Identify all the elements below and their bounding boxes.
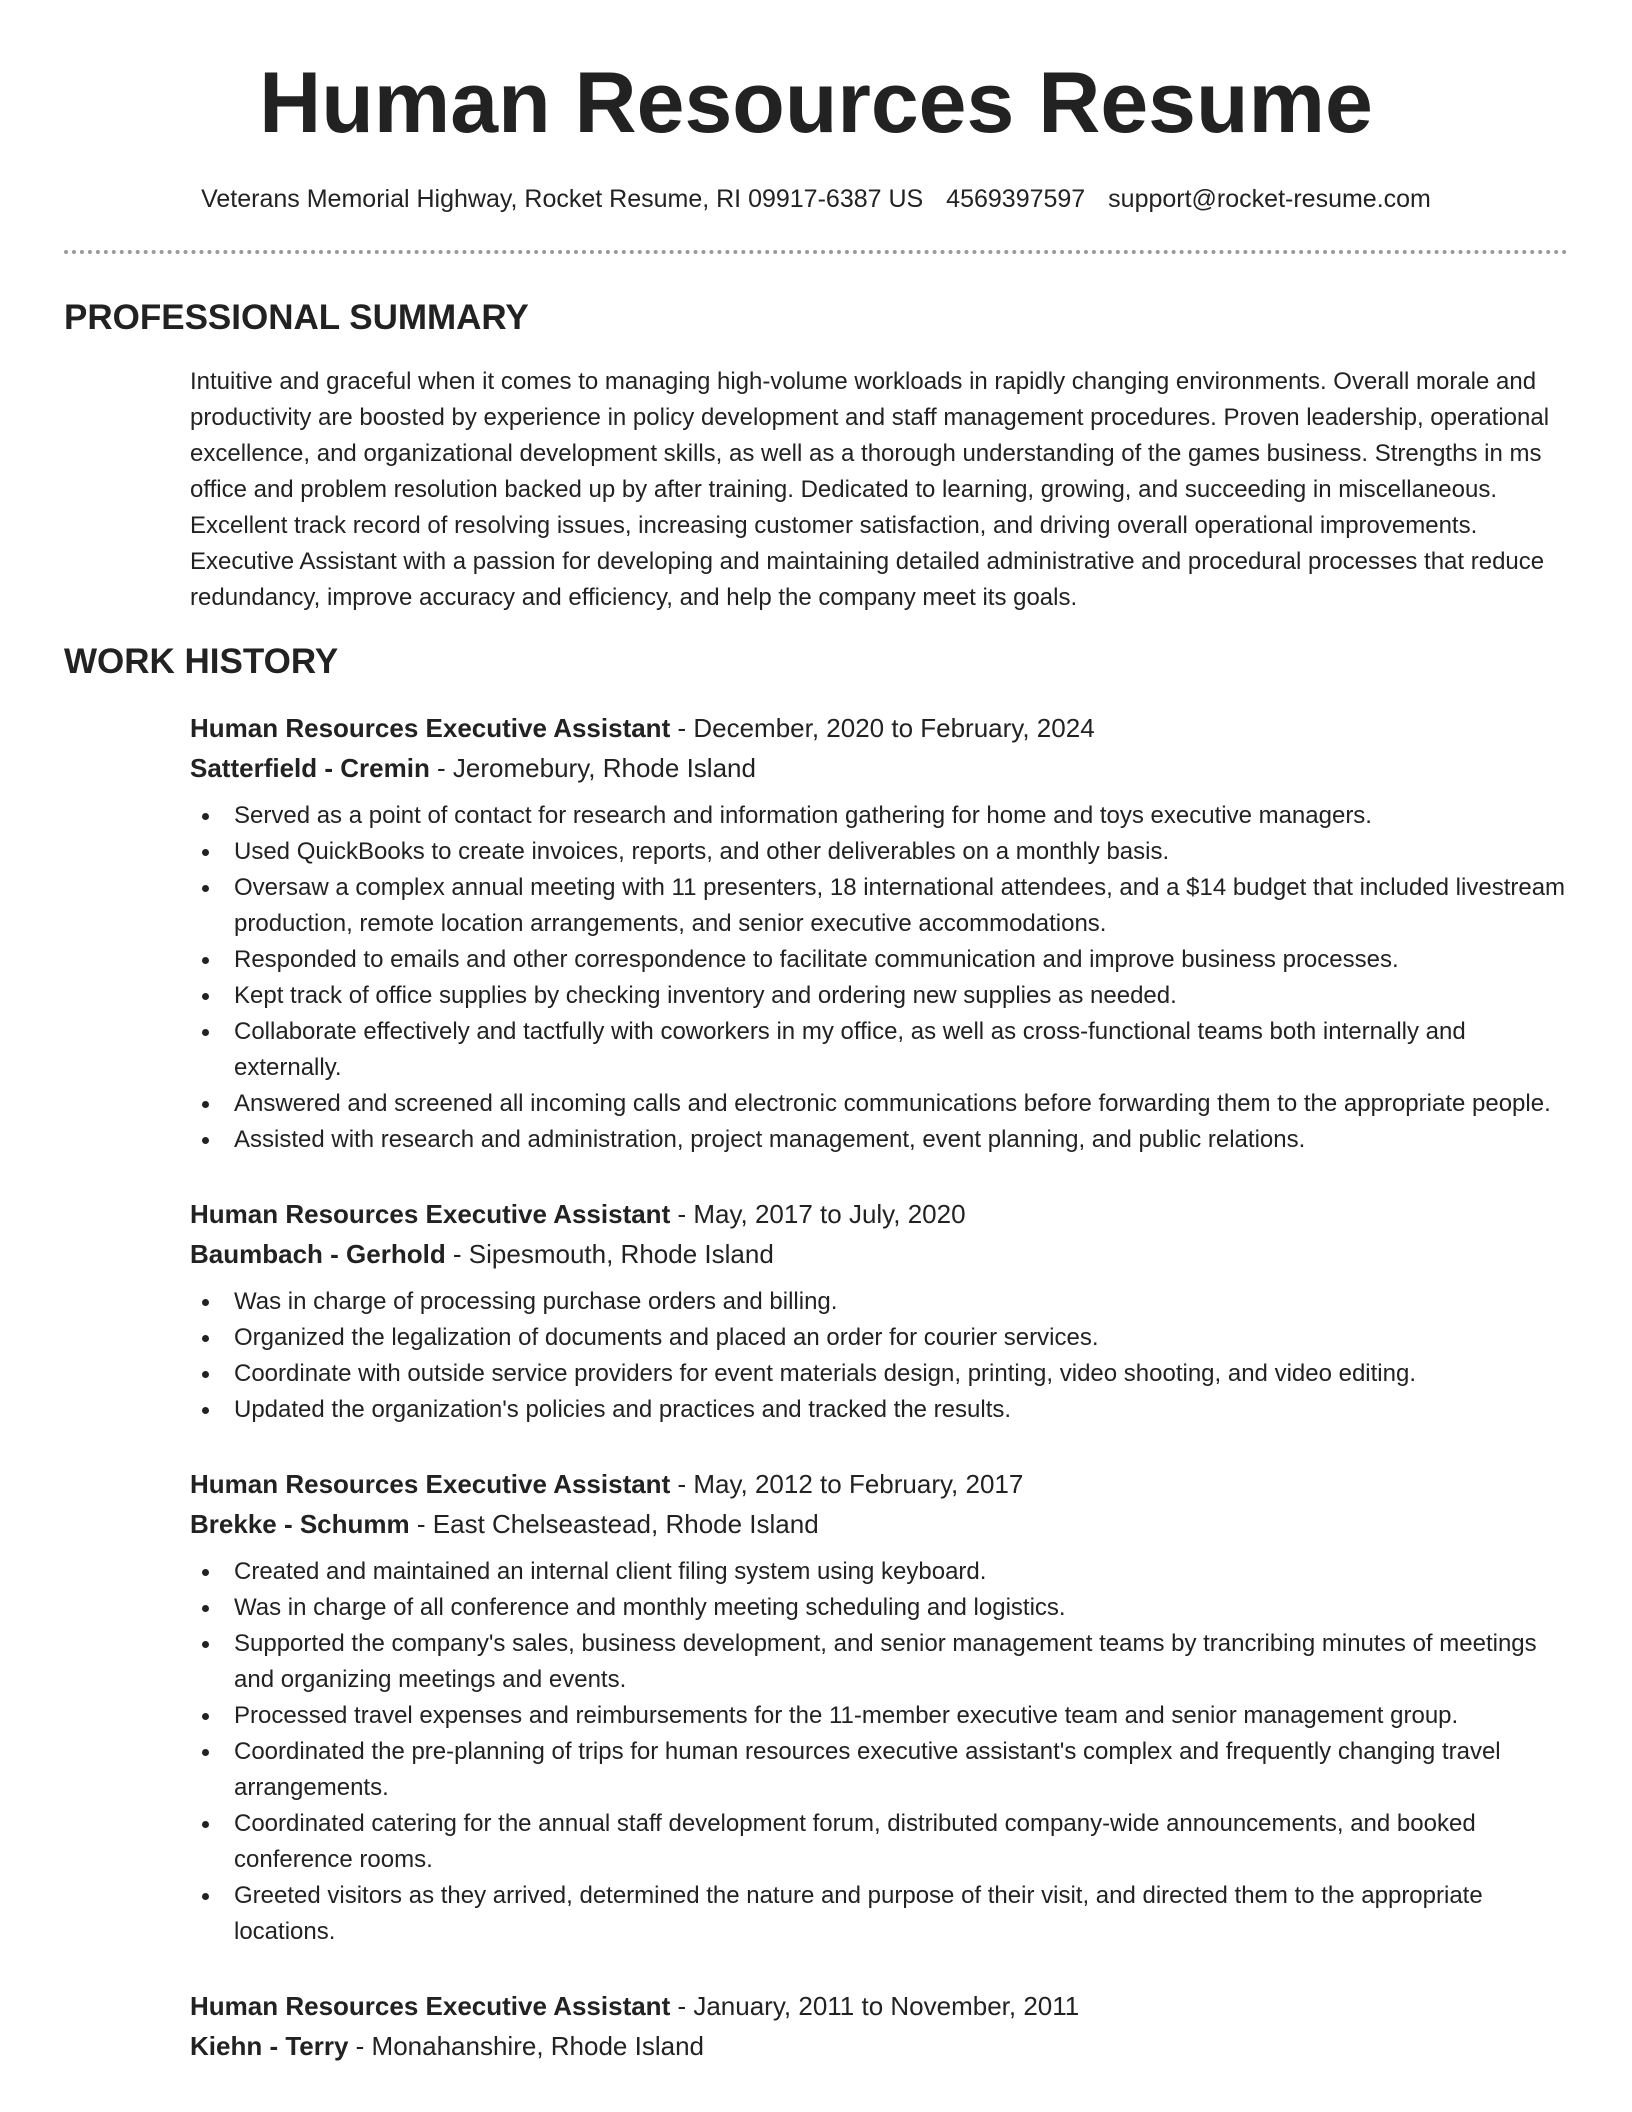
job-header [190,1464,1570,1504]
bullet-dot-icon [202,1299,209,1306]
job-bullets [190,1284,1570,1428]
job-header [190,708,1570,748]
job-title: Human Resources Executive Assistant [190,1469,671,1499]
contact-line [0,182,1632,216]
bullet-dot-icon [202,1749,209,1756]
resume-title: Human Resources Resume [259,55,1373,151]
job-bullets [190,1554,1570,1950]
job-bullet: Coordinated the pre-planning of trips for human resources executive assistant's complex and frequently changing travel arrangements. [190,1734,1570,1806]
work-history-heading: WORK HISTORY [64,642,339,681]
job-company: Kiehn - Terry [190,2031,349,2061]
job-bullet: Coordinate with outside service providers for event materials design, printing, video shooting, and video editing. [190,1356,1570,1392]
job-company: Baumbach - Gerhold [190,1239,446,1269]
contact-phone: 4569397597 [946,185,1086,213]
bullet-dot-icon [202,1713,209,1720]
job-bullet: Assisted with research and administration, project management, event planning, and public relations. [190,1122,1570,1158]
job-bullet: Organized the legalization of documents and placed an order for courier services. [190,1320,1570,1356]
job-bullet: Oversaw a complex annual meeting with 11 presenters, 18 international attendees, and a $14 budget that included livestream production, remote location arrangements, and senior executive accommodations. [190,870,1570,942]
bullet-dot-icon [202,993,209,1000]
job-bullet: Supported the company's sales, business development, and senior management teams by trancribing minutes of meetings and organizing meetings and events. [190,1626,1570,1698]
job-dates: - January, 2011 to November, 2011 [670,1991,1080,2021]
job-bullet: Kept track of office supplies by checking inventory and ordering new supplies as needed. [190,978,1570,1014]
job-company-line [190,748,1570,788]
job-bullet: Answered and screened all incoming calls and electronic communications before forwarding them to the appropriate people. [190,1086,1570,1122]
bullet-dot-icon [202,813,209,820]
job-title: Human Resources Executive Assistant [190,1199,671,1229]
job-company: Satterfield - Cremin [190,753,430,783]
job-dates: - May, 2017 to July, 2020 [670,1199,966,1229]
bullet-dot-icon [202,1821,209,1828]
job-entry [190,1464,1570,1950]
contact-email: support@rocket-resume.com [1108,185,1431,213]
job-entry [190,1986,1570,2066]
job-company-line [190,1504,1570,1544]
job-company-line [190,1234,1570,1274]
job-bullet: Coordinated catering for the annual staff development forum, distributed company-wide announcements, and booked conference rooms. [190,1806,1570,1878]
summary-heading: PROFESSIONAL SUMMARY [64,298,529,337]
job-location: - Sipesmouth, Rhode Island [445,1239,774,1269]
job-title: Human Resources Executive Assistant [190,1991,671,2021]
job-header [190,1986,1570,2026]
bullet-dot-icon [202,1029,209,1036]
header-divider [64,250,1568,254]
job-bullet: Used QuickBooks to create invoices, reports, and other deliverables on a monthly basis. [190,834,1570,870]
job-entry [190,708,1570,1158]
bullet-dot-icon [202,1371,209,1378]
bullet-dot-icon [202,1101,209,1108]
job-location: - East Chelseastead, Rhode Island [409,1509,819,1539]
bullet-dot-icon [202,1893,209,1900]
job-company-line [190,2026,1570,2066]
job-dates: - May, 2012 to February, 2017 [670,1469,1024,1499]
job-entry [190,1194,1570,1428]
bullet-dot-icon [202,1335,209,1342]
work-history-list [190,708,1570,2102]
job-bullet: Collaborate effectively and tactfully with coworkers in my office, as well as cross-functional teams both internally and externally. [190,1014,1570,1086]
job-bullet: Created and maintained an internal client filing system using keyboard. [190,1554,1570,1590]
contact-address: Veterans Memorial Highway, Rocket Resume, RI 09917-6387 US [201,185,924,213]
job-bullet: Was in charge of all conference and monthly meeting scheduling and logistics. [190,1590,1570,1626]
bullet-dot-icon [202,849,209,856]
job-bullet: Processed travel expenses and reimbursements for the 11-member executive team and senior management group. [190,1698,1570,1734]
job-bullets [190,798,1570,1158]
job-bullet: Greeted visitors as they arrived, determined the nature and purpose of their visit, and directed them to the appropriate locations. [190,1878,1570,1950]
job-location: - Jeromebury, Rhode Island [429,753,756,783]
job-location: - Monahanshire, Rhode Island [348,2031,704,2061]
bullet-dot-icon [202,1407,209,1414]
job-header [190,1194,1570,1234]
job-dates: - December, 2020 to February, 2024 [670,713,1095,743]
job-bullet: Updated the organization's policies and practices and tracked the results. [190,1392,1570,1428]
bullet-dot-icon [202,885,209,892]
bullet-dot-icon [202,1605,209,1612]
job-bullet: Was in charge of processing purchase orders and billing. [190,1284,1570,1320]
job-title: Human Resources Executive Assistant [190,713,671,743]
job-bullet: Served as a point of contact for research and information gathering for home and toys executive managers. [190,798,1570,834]
bullet-dot-icon [202,1137,209,1144]
summary-text: Intuitive and graceful when it comes to managing high-volume workloads in rapidly changing environments. Overall morale and productivity are boosted by experience in policy development and staff management procedures. Proven leadership, operational excellence, and organizational development skills, as well as a thorough understanding of the games business. Strengths in ms office and problem resolution backed up by after training. Dedicated to learning, growing, and succeeding in miscellaneous. Excellent track record of resolving issues, increasing customer satisfaction, and driving overall operational improvements. Executive Assistant with a passion for developing and maintaining detailed administrative and procedural processes that reduce redundancy, improve accuracy and efficiency, and help the company meet its goals. [190,368,1550,611]
job-company: Brekke - Schumm [190,1509,410,1539]
job-bullet: Responded to emails and other correspondence to facilitate communication and improve business processes. [190,942,1570,978]
bullet-dot-icon [202,957,209,964]
bullet-dot-icon [202,1569,209,1576]
bullet-dot-icon [202,1641,209,1648]
